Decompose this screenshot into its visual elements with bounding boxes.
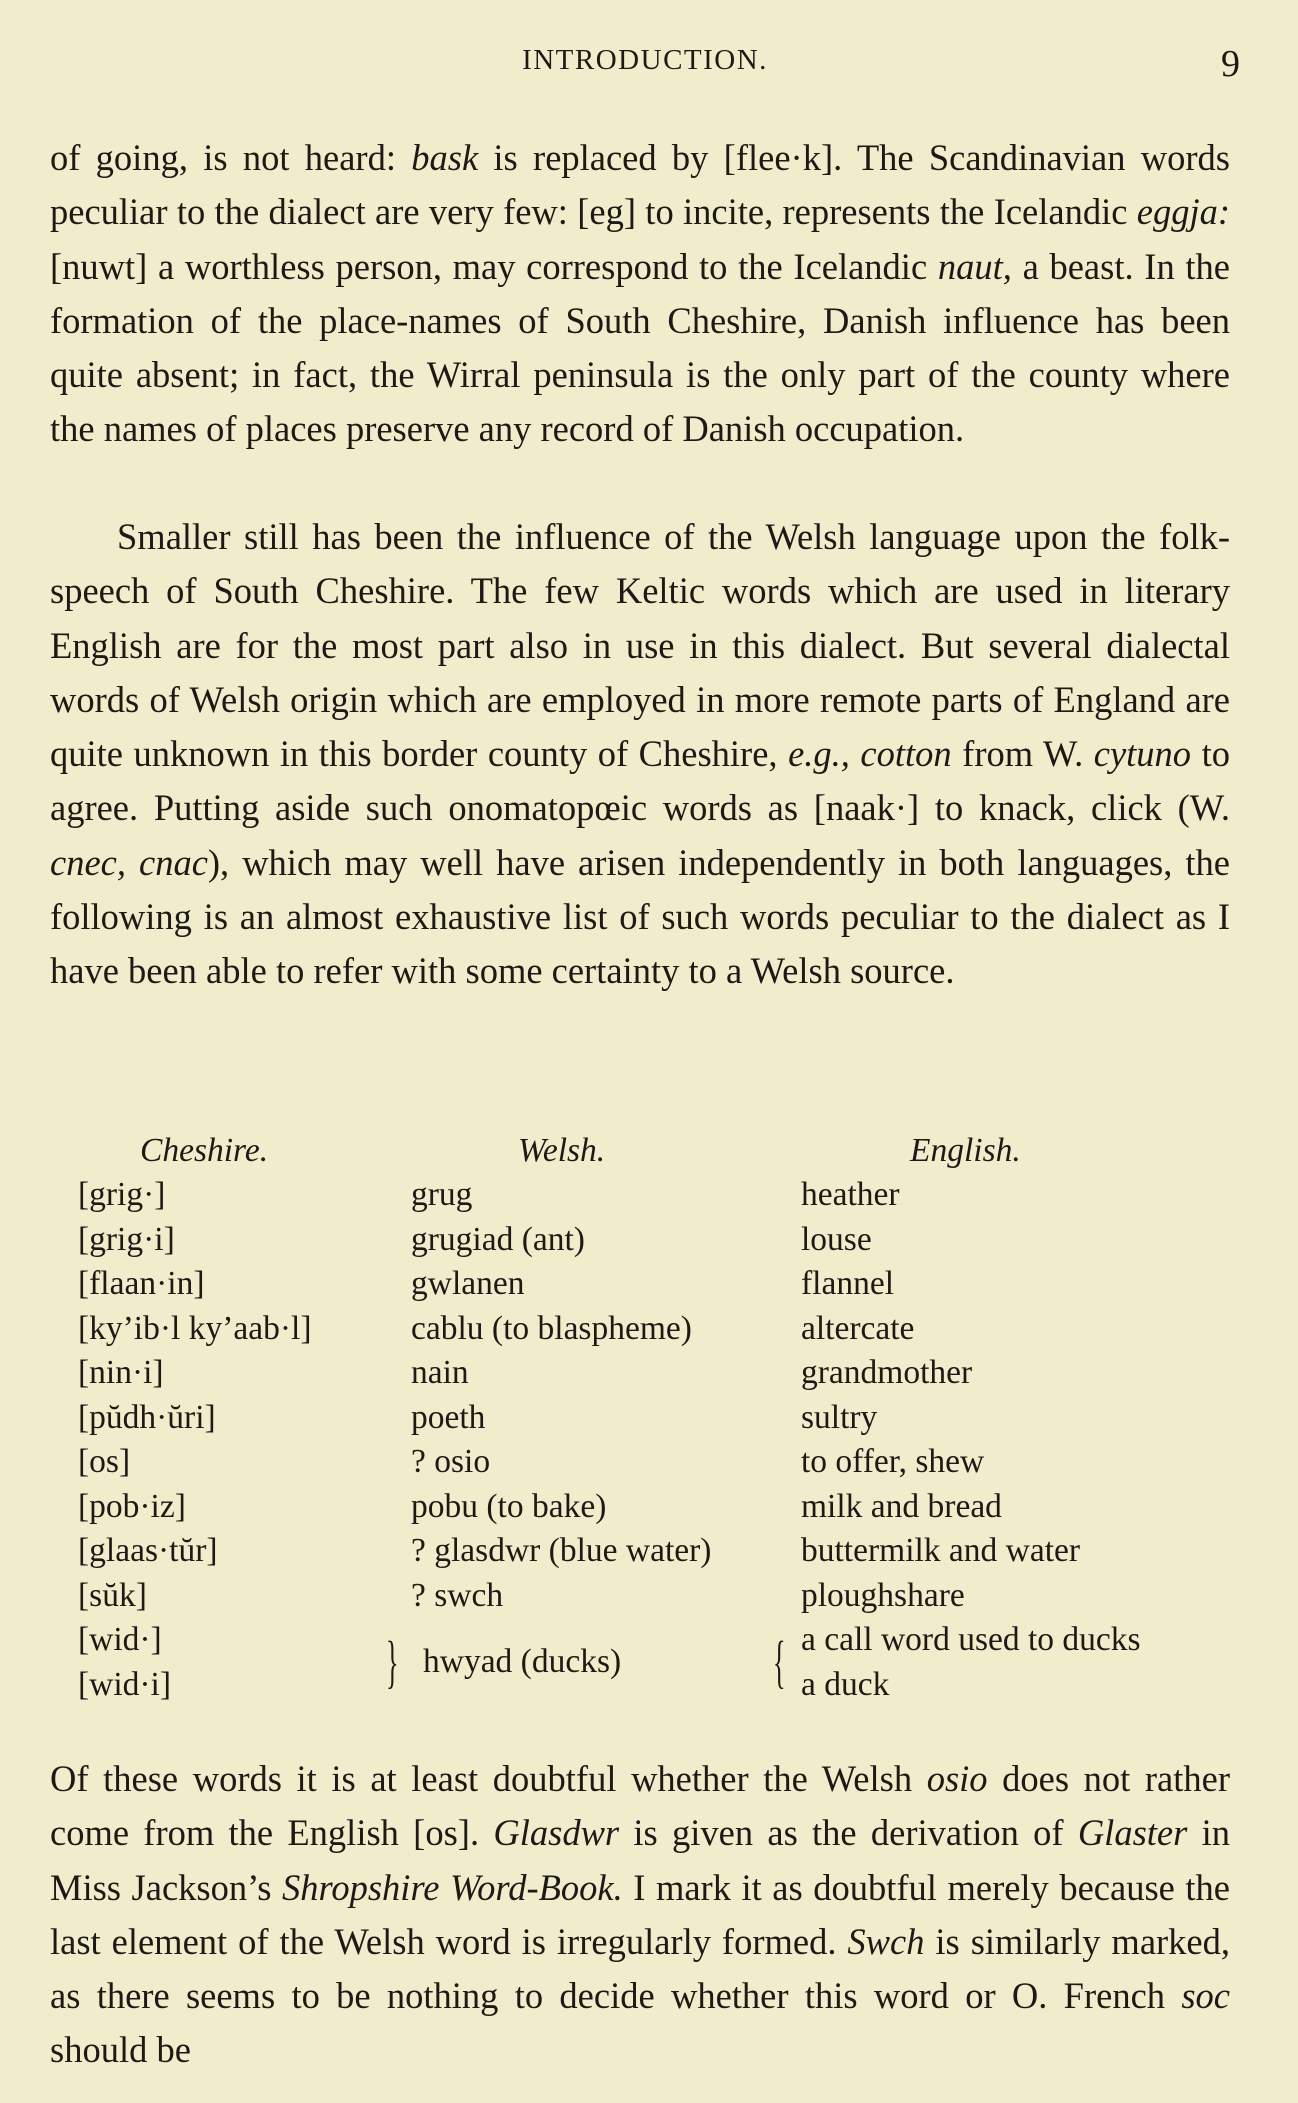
welsh-word: pobu (to bake) <box>411 1487 607 1525</box>
cheshire-word: [grig·i] <box>78 1220 175 1258</box>
cheshire-word: [sŭk] <box>78 1576 147 1614</box>
italic-term: e.g., cotton <box>788 733 952 775</box>
text-run: Of these words it is at least doubtful whether the Welsh <box>50 1758 927 1799</box>
text-run: I mark it as doubtful merely because the last element of the Welsh word is irregularly formed. <box>50 1866 1230 1962</box>
italic-term: cnec, cnac <box>50 841 208 883</box>
right-brace-icon: } <box>386 1629 399 1694</box>
english-meaning: flannel <box>801 1265 895 1302</box>
italic-term: eggja: <box>1136 191 1230 233</box>
table-row <box>78 1443 1228 1488</box>
welsh-word: cablu (to blaspheme) <box>411 1309 692 1347</box>
welsh-word: gwlanen <box>411 1265 525 1302</box>
text-run: in Miss Jackson’s <box>50 1812 1230 1908</box>
text-run: is given as the derivation of <box>619 1812 1078 1854</box>
italic-term: bask <box>411 137 479 178</box>
english-meaning: ploughshare <box>801 1576 965 1614</box>
english-meaning: to offer, shew <box>801 1443 985 1480</box>
text-run: should be <box>50 2029 191 2071</box>
table-row-group <box>78 1621 1228 1710</box>
cheshire-word: [nin·i] <box>78 1354 164 1391</box>
text-run: [nuwt] a worthless person, may correspond to the Icelandic <box>50 245 938 287</box>
cheshire-word: [glaas·tŭr] <box>78 1532 218 1569</box>
left-brace-icon: { <box>773 1629 786 1694</box>
text-run: of going, is not heard: <box>50 137 412 178</box>
running-title: INTRODUCTION. <box>522 44 768 76</box>
cheshire-word: [pob·iz] <box>78 1487 186 1525</box>
italic-term: Glasdwr <box>493 1812 620 1854</box>
cheshire-word: [wid·i] <box>78 1665 172 1703</box>
table-row <box>78 1354 1228 1399</box>
english-meaning: altercate <box>801 1309 915 1347</box>
welsh-word: nain <box>411 1354 469 1391</box>
table-row <box>78 1399 1228 1444</box>
english-meaning: buttermilk and water <box>801 1532 1081 1569</box>
english-meaning: grandmother <box>801 1354 973 1391</box>
paragraph-doubtful-words <box>50 1752 1230 2078</box>
italic-term: cytuno <box>1093 733 1192 775</box>
english-meaning: milk and bread <box>801 1487 1002 1525</box>
text-run: to agree. Putting aside such onomatopœic words as [naak·] to knack, click (W. <box>50 733 1230 829</box>
english-meaning: a duck <box>801 1665 890 1703</box>
cheshire-word: [ky’ib·l ky’aab·l] <box>78 1309 312 1347</box>
paragraph-danish-influence <box>50 131 1230 457</box>
paragraph-welsh-influence <box>50 510 1230 999</box>
welsh-word: grug <box>411 1176 473 1213</box>
welsh-word: ? osio <box>411 1443 491 1480</box>
english-meaning: louse <box>801 1220 872 1258</box>
column-header-english: English. <box>910 1132 1021 1169</box>
text-run: a beast. In the formation of the place-names of South Cheshire, Danish influence has been quite absent; in fact, the Wirral peninsula is the only part of the county where the names of places preserve any record of Danish occupation. <box>50 245 1230 450</box>
text-run: Smaller still has been the influence of the Welsh language upon the folk-speech of South Cheshire. The few Keltic words which are used in literary English are for the most part also in use in this dialect. But several dialectal words of Welsh origin which are employed in more remote parts of England are quite unknown in this border county of Cheshire, <box>50 516 1230 775</box>
table-row <box>78 1221 1228 1266</box>
text-run: is similarly marked, as there seems to be nothing to decide whether this word or O. French <box>50 1920 1231 2017</box>
column-header-welsh: Welsh. <box>518 1132 606 1169</box>
italic-term: Swch <box>847 1920 925 1962</box>
table-row <box>78 1488 1228 1533</box>
welsh-word: ? swch <box>411 1576 504 1614</box>
italic-term: Shropshire Word-Book. <box>282 1866 623 1908</box>
text-run: from W. <box>951 733 1094 775</box>
text-run: does not rather come from the English [os]. <box>50 1758 1230 1854</box>
cheshire-word: [os] <box>78 1443 131 1480</box>
english-meaning: heather <box>801 1176 900 1213</box>
italic-term: soc <box>1181 1975 1230 2017</box>
cheshire-word: [wid·] <box>78 1621 162 1658</box>
cheshire-word: [pŭdh·ŭri] <box>78 1398 216 1436</box>
english-meaning: a call word used to ducks <box>801 1621 1141 1658</box>
welsh-word: hwyad (ducks) <box>423 1643 622 1680</box>
english-meaning: sultry <box>801 1398 878 1436</box>
italic-term: Glaster <box>1077 1812 1188 1854</box>
running-head <box>50 44 1240 84</box>
table-row <box>78 1310 1228 1355</box>
text-run: ), which may well have arisen independently in both languages, the following is an almost exhaustive list of such words peculiar to the dialect as I have been able to refer with some certainty to a Welsh source. <box>50 841 1230 992</box>
italic-term: naut, <box>937 245 1012 287</box>
welsh-word: grugiad (ant) <box>411 1220 585 1258</box>
text-run: is replaced by [flee·k]. The Scandinavian words peculiar to the dialect are very few: [eg] to incite, represents the Icelandic <box>50 137 1230 233</box>
table-row <box>78 1577 1228 1622</box>
table-row <box>78 1532 1228 1577</box>
cheshire-word: [grig·] <box>78 1176 166 1213</box>
column-header-cheshire: Cheshire. <box>140 1132 269 1169</box>
table-row <box>78 1265 1228 1310</box>
page-number: 9 <box>1221 43 1240 85</box>
welsh-word: poeth <box>411 1398 486 1436</box>
table-body <box>78 1176 1228 1710</box>
welsh-word: ? glasdwr (blue water) <box>411 1532 712 1569</box>
italic-term: osio <box>926 1758 988 1799</box>
table-row <box>78 1176 1228 1221</box>
cheshire-word: [flaan·in] <box>78 1265 205 1302</box>
